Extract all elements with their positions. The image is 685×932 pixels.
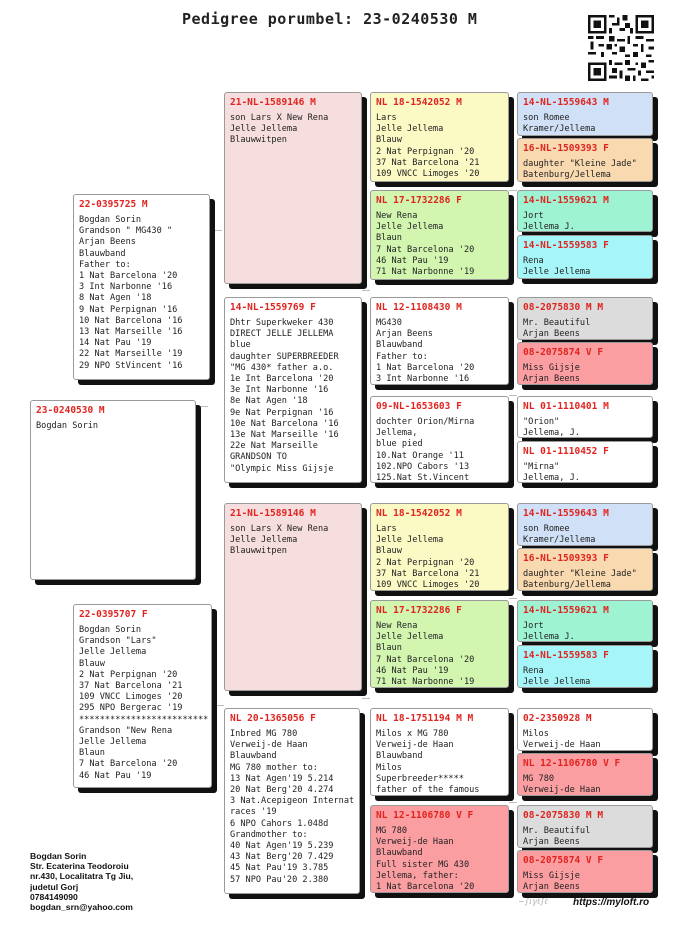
pedigree-card-gen5[interactable] bbox=[517, 753, 653, 796]
card-detail-line: races '19 bbox=[230, 807, 277, 818]
card-detail-line: 9e Nat Perpignan '16 bbox=[230, 407, 334, 418]
owner-name: Bogdan Sorin bbox=[30, 851, 87, 861]
card-detail-line: Arjan Beens bbox=[523, 374, 580, 385]
card-detail-line: Rena bbox=[523, 666, 544, 676]
card-detail-line: Kramer/Jellema bbox=[523, 124, 596, 135]
connector-line bbox=[196, 406, 208, 407]
card-detail-line: son Romee bbox=[523, 524, 570, 534]
card-detail-line: "MG 430* father a.o. bbox=[230, 362, 334, 373]
pedigree-card-gen4[interactable] bbox=[370, 190, 509, 280]
card-detail-line: 3 Int Narbonne '16 bbox=[79, 282, 173, 293]
card-detail-line: son Lars X New Rena bbox=[230, 524, 329, 534]
card-detail-line: dochter Orion/Mirna bbox=[376, 417, 475, 427]
card-detail-line: Batenburg/Jellema bbox=[523, 580, 611, 591]
card-detail-line: 109 VNCC Limoges '20 bbox=[376, 169, 480, 180]
ring-number: 22-0395707 F bbox=[79, 609, 148, 620]
card-detail-line: Full sister MG 430 bbox=[376, 859, 470, 870]
card-detail-line: Blaun bbox=[376, 643, 402, 654]
card-detail-line: Blauw bbox=[376, 546, 402, 557]
card-detail-line: MG430 bbox=[376, 318, 402, 328]
card-detail-line: 14 Nat Pau '19 bbox=[79, 338, 152, 349]
card-detail-line: Mr. Beautiful bbox=[523, 826, 591, 836]
signature-logo: ∼∫ιγℓ∫ℓ bbox=[518, 897, 548, 906]
pedigree-card-gen5[interactable] bbox=[517, 805, 653, 848]
owner-address: nr.430, Localitatra Tg Jiu, bbox=[30, 871, 134, 882]
card-detail-line: "Orion" bbox=[523, 417, 560, 427]
card-detail-line: MG 780 bbox=[523, 774, 555, 784]
ring-number: 14-NL-1559621 M bbox=[523, 195, 609, 206]
pedigree-card-gen5[interactable] bbox=[517, 850, 653, 893]
pedigree-card-gen5[interactable] bbox=[517, 396, 653, 438]
card-detail-line: Inbred MG 780 bbox=[230, 729, 298, 739]
card-detail-line: Grandson "New Rena bbox=[79, 725, 173, 736]
card-detail-line: Jellema J. bbox=[523, 632, 575, 642]
card-detail-line: Blauwband bbox=[376, 751, 423, 762]
pedigree-card-gen5[interactable] bbox=[517, 342, 653, 385]
pedigree-card-sire-dam[interactable] bbox=[224, 297, 362, 483]
card-detail-line: 43 Nat Berg'20 7.429 bbox=[230, 852, 334, 863]
card-detail-line: daughter "Kleine Jade" bbox=[523, 159, 637, 169]
pedigree-card-gen5[interactable] bbox=[517, 503, 653, 546]
pedigree-card-gen5[interactable] bbox=[517, 708, 653, 751]
card-detail-line: Jellema, father: bbox=[376, 870, 459, 881]
card-detail-line: daughter "Kleine Jade" bbox=[523, 569, 637, 579]
card-detail-line: 10e Nat Barcelona '16 bbox=[230, 418, 339, 429]
card-detail-line: 22 Nat Marseille '19 bbox=[79, 349, 183, 360]
card-detail-line: Blauwband bbox=[79, 248, 126, 259]
card-detail-line: 71 Nat Narbonne '19 bbox=[376, 267, 475, 278]
card-detail-line: Bogdan Sorin bbox=[79, 215, 142, 225]
card-detail-line: Dhtr Superkweker 430 bbox=[230, 318, 334, 328]
card-detail-line: Jelle Jellema bbox=[230, 535, 298, 546]
card-detail-line: 22e Nat Marseille bbox=[230, 441, 318, 452]
ring-number: 02-2350928 M bbox=[523, 713, 592, 724]
card-detail-line: Jelle Jellema bbox=[79, 647, 147, 658]
card-detail-line: Jelle Jellema bbox=[523, 677, 591, 688]
card-detail-line: blue pied bbox=[376, 439, 423, 450]
card-detail-line: 2 Nat Perpignan '20 bbox=[79, 669, 178, 680]
card-detail-line: "Olympic Miss Gijsje bbox=[230, 463, 334, 474]
card-detail-line: 46 Nat Pau '19 bbox=[79, 770, 152, 781]
connector-line bbox=[509, 802, 517, 803]
pedigree-card-gen4[interactable] bbox=[370, 503, 509, 591]
card-detail-line: Verweij-de Haan bbox=[376, 740, 454, 751]
card-detail-line: Jort bbox=[523, 211, 544, 221]
card-detail-line: Verweij-de Haan bbox=[230, 740, 308, 751]
card-detail-line: Miss Gijsje bbox=[523, 871, 580, 881]
ring-number: 08-2075874 V F bbox=[523, 347, 604, 358]
qr-code-icon bbox=[588, 15, 654, 81]
card-detail-line: Blauw bbox=[376, 135, 402, 146]
pedigree-card-gen5[interactable] bbox=[517, 600, 653, 642]
owner-phone: 0784149090 bbox=[30, 891, 78, 902]
ring-number: 08-2075830 M M bbox=[523, 810, 604, 821]
card-detail-line: 13e Nat Marseille '16 bbox=[230, 430, 339, 441]
ring-number: 21-NL-1589146 M bbox=[230, 97, 316, 108]
card-detail-line: 295 NPO Bergerac '19 bbox=[79, 703, 183, 714]
pedigree-card-gen4[interactable] bbox=[370, 396, 509, 483]
ring-number: 14-NL-1559769 F bbox=[230, 302, 316, 313]
card-detail-line: Father to: bbox=[79, 259, 131, 270]
ring-number: NL 18-1542052 M bbox=[376, 508, 462, 519]
card-detail-line: Jelle Jellema bbox=[79, 737, 147, 748]
card-detail-line: Arjan Beens bbox=[523, 882, 580, 893]
card-detail-line: Father to: bbox=[376, 351, 428, 362]
card-detail-line: Rena bbox=[523, 256, 544, 266]
card-detail-line: 7 Nat Barcelona '20 bbox=[376, 244, 475, 255]
card-detail-line: 37 Nat Barcelona '21 bbox=[376, 568, 480, 579]
card-detail-line: Blauw bbox=[79, 658, 105, 669]
connector-line bbox=[509, 598, 517, 599]
ring-number: 16-NL-1509393 F bbox=[523, 553, 609, 564]
card-detail-line: 45 Nat Pau'19 3.785 bbox=[230, 863, 329, 874]
card-detail-line: Batenburg/Jellema bbox=[523, 170, 611, 181]
pedigree-card-gen4[interactable] bbox=[370, 805, 509, 893]
card-detail-line: 46 Nat Pau '19 bbox=[376, 255, 449, 266]
card-detail-line: ************************* bbox=[79, 714, 209, 725]
card-detail-line: Bogdan Sorin bbox=[36, 421, 99, 431]
card-detail-line: 37 Nat Barcelona '21 bbox=[376, 157, 480, 168]
card-detail-line: 1 Nat Barcelona '20 bbox=[79, 271, 178, 282]
card-detail-line: Blauwwitpen bbox=[230, 135, 287, 146]
pedigree-card-gen5[interactable] bbox=[517, 92, 653, 136]
card-detail-line: 102.NPO Cabors '13 bbox=[376, 461, 470, 472]
pedigree-card-gen4[interactable] bbox=[370, 600, 509, 688]
ring-number: 08-2075874 V F bbox=[523, 855, 604, 866]
card-detail-line: 57 NPO Pau'20 2.380 bbox=[230, 874, 329, 885]
card-detail-line: Verweij-de Haan bbox=[523, 740, 601, 751]
card-detail-line: 7 Nat Barcelona '20 bbox=[376, 654, 475, 665]
card-detail-line: Blauwband bbox=[230, 751, 277, 762]
ring-number: 14-NL-1559643 M bbox=[523, 508, 609, 519]
card-detail-line: Mr. Beautiful bbox=[523, 318, 591, 328]
card-detail-line: Lars bbox=[376, 113, 397, 123]
ring-number: 22-0395725 M bbox=[79, 199, 148, 210]
card-detail-line: 3 Int Narbonne '16 bbox=[376, 374, 470, 385]
card-detail-line: Grandson "Lars" bbox=[79, 636, 157, 647]
card-detail-line: 2 Nat Perpignan '20 bbox=[376, 146, 475, 157]
card-detail-line: 7 Nat Barcelona '20 bbox=[79, 759, 178, 770]
card-detail-line: Grandmother to: bbox=[230, 829, 308, 840]
pedigree-card-sire-sire[interactable] bbox=[224, 92, 362, 284]
card-detail-line: Milos bbox=[376, 762, 402, 773]
card-detail-line: Grandson " MG430 " bbox=[79, 226, 173, 237]
owner-street: Str. Ecaterina Teodoroiu bbox=[30, 861, 129, 872]
card-detail-line: 6 NPO Cahors 1.048d bbox=[230, 818, 329, 829]
card-detail-line: 3 Nat.Acepigeon Internat bbox=[230, 796, 355, 807]
ring-number: 14-NL-1559621 M bbox=[523, 605, 609, 616]
pedigree-card-gen5[interactable] bbox=[517, 138, 653, 182]
card-detail-line: 13 Nat Agen'19 5.214 bbox=[230, 773, 334, 784]
card-detail-line: 9 Nat Perpignan '16 bbox=[79, 304, 178, 315]
card-detail-line: Miss Gijsje bbox=[523, 363, 580, 373]
card-detail-line: Jelle Jellema bbox=[376, 535, 444, 546]
card-detail-line: Arjan Beens bbox=[79, 237, 136, 248]
card-detail-line: 8e Nat Agen '18 bbox=[230, 396, 308, 407]
pedigree-card-gen5[interactable] bbox=[517, 645, 653, 688]
ring-number: NL 20-1365056 F bbox=[230, 713, 316, 724]
card-detail-line: Blaun bbox=[79, 748, 105, 759]
ring-number: NL 12-1106780 V F bbox=[523, 758, 621, 769]
card-detail-line: 29 NPO StVincent '16 bbox=[79, 360, 183, 371]
ring-number: 09-NL-1653603 F bbox=[376, 401, 462, 412]
card-detail-line: 2 Nat Perpignan '20 bbox=[376, 557, 475, 568]
card-detail-line: Jort bbox=[523, 621, 544, 631]
card-detail-line: Jellema J. bbox=[523, 222, 575, 232]
page-title: Pedigree porumbel: 23-0240530 M bbox=[182, 10, 478, 28]
card-detail-line: "Mirna" bbox=[523, 462, 560, 472]
pedigree-card-gen4[interactable] bbox=[370, 297, 509, 385]
ring-number: NL 01-1110452 F bbox=[523, 446, 609, 457]
ring-number: 21-NL-1589146 M bbox=[230, 508, 316, 519]
ring-number: 14-NL-1559643 M bbox=[523, 97, 609, 108]
card-detail-line: Bogdan Sorin bbox=[79, 625, 142, 635]
card-detail-line: MG 780 mother to: bbox=[230, 762, 318, 773]
card-detail-line: Jelle Jellema bbox=[230, 124, 298, 135]
ring-number: NL 01-1110401 M bbox=[523, 401, 609, 412]
card-detail-line: Milos x MG 780 bbox=[376, 729, 449, 739]
connector-line bbox=[212, 705, 224, 706]
card-detail-line: Jellema, J. bbox=[523, 473, 580, 483]
card-detail-line: 1 Nat Barcelona '20 bbox=[376, 882, 475, 893]
connector-line bbox=[362, 290, 370, 291]
card-detail-line: Arjan Beens bbox=[376, 329, 433, 340]
pedigree-card-dam[interactable] bbox=[73, 604, 212, 788]
card-detail-line: Arjan Beens bbox=[523, 837, 580, 848]
card-detail-line: Kramer/Jellema bbox=[523, 535, 596, 546]
card-detail-line: Milos bbox=[523, 729, 549, 739]
pedigree-card-sire[interactable] bbox=[73, 194, 210, 380]
ring-number: 14-NL-1559583 F bbox=[523, 240, 609, 251]
owner-email: bogdan_srn@yahoo.com bbox=[30, 902, 133, 913]
card-detail-line: Verweij-de Haan bbox=[376, 837, 454, 848]
ring-number: 14-NL-1559583 F bbox=[523, 650, 609, 661]
card-detail-line: Arjan Beens bbox=[523, 329, 580, 340]
pedigree-card-dam-dam[interactable] bbox=[224, 708, 360, 894]
ring-number: 23-0240530 M bbox=[36, 405, 105, 416]
card-detail-line: Lars bbox=[376, 524, 397, 534]
card-detail-line: 109 VNCC Limoges '20 bbox=[79, 692, 183, 703]
ring-number: NL 17-1732286 F bbox=[376, 195, 462, 206]
card-detail-line: 71 Nat Narbonne '19 bbox=[376, 677, 475, 688]
card-detail-line: 3e Int Narbonne '16 bbox=[230, 385, 329, 396]
website-link[interactable]: https://myloft.ro bbox=[573, 897, 650, 908]
connector-line bbox=[362, 698, 370, 699]
card-detail-line: New Rena bbox=[376, 621, 418, 631]
pedigree-card-gen5[interactable] bbox=[517, 190, 653, 232]
card-detail-line: 1 Nat Barcelona '20 bbox=[376, 362, 475, 373]
card-detail-line: 8 Nat Agen '18 bbox=[79, 293, 152, 304]
card-detail-line: 37 Nat Barcelona '21 bbox=[79, 681, 183, 692]
ring-number: NL 18-1542052 M bbox=[376, 97, 462, 108]
ring-number: NL 12-1106780 V F bbox=[376, 810, 474, 821]
card-detail-line: son Lars X New Rena bbox=[230, 113, 329, 123]
card-detail-line: 1e Int Barcelona '20 bbox=[230, 374, 334, 385]
card-detail-line: 10.Nat Orange '11 bbox=[376, 450, 464, 461]
card-detail-line: Verweij-de Haan bbox=[523, 785, 601, 796]
card-detail-line: 109 VNCC Limoges '20 bbox=[376, 580, 480, 591]
pedigree-card-gen5[interactable] bbox=[517, 548, 653, 591]
pedigree-card-gen5[interactable] bbox=[517, 441, 653, 483]
card-detail-line: Blauwband bbox=[376, 848, 423, 859]
card-detail-line: 13 Nat Marseille '16 bbox=[79, 327, 183, 338]
card-detail-line: Jelle Jellema bbox=[376, 124, 444, 135]
card-detail-line: Jelle Jellema bbox=[523, 267, 591, 278]
ring-number: NL 12-1108430 M bbox=[376, 302, 462, 313]
card-detail-line: Blaun bbox=[376, 233, 402, 244]
card-detail-line: Blauwband bbox=[376, 340, 423, 351]
ring-number: NL 18-1751194 M M bbox=[376, 713, 474, 724]
pedigree-card-gen5[interactable] bbox=[517, 297, 653, 340]
card-detail-line: father of the famous bbox=[376, 785, 480, 796]
card-detail-line: Jellema, bbox=[376, 428, 418, 439]
card-detail-line: 20 Nat Berg'20 4.274 bbox=[230, 785, 334, 796]
owner-contact-block bbox=[30, 851, 230, 912]
ring-number: 16-NL-1509393 F bbox=[523, 143, 609, 154]
card-detail-line: 10 Nat Barcelona '16 bbox=[79, 315, 183, 326]
card-detail-line: Superbreeder***** bbox=[376, 773, 464, 784]
ring-number: NL 17-1732286 F bbox=[376, 605, 462, 616]
pedigree-card-dam-sire[interactable] bbox=[224, 503, 362, 691]
pedigree-card-gen5[interactable] bbox=[517, 235, 653, 279]
card-detail-line: DIRECT JELLE JELLEMA bbox=[230, 329, 334, 340]
card-detail-line: 46 Nat Pau '19 bbox=[376, 665, 449, 676]
card-detail-line: Jelle Jellema bbox=[376, 222, 444, 233]
card-detail-line: daughter SUPERBREEDER bbox=[230, 351, 339, 362]
pedigree-card-gen4[interactable] bbox=[370, 92, 509, 182]
card-detail-line: Jelle Jellema bbox=[376, 632, 444, 643]
ring-number: 08-2075830 M M bbox=[523, 302, 604, 313]
card-detail-line: New Rena bbox=[376, 211, 418, 221]
card-detail-line: 125.Nat St.Vincent bbox=[376, 473, 470, 483]
card-detail-line: GRANDSON TO bbox=[230, 452, 287, 463]
pedigree-card-subject[interactable] bbox=[30, 400, 196, 580]
card-detail-line: blue bbox=[230, 340, 251, 351]
card-detail-line: 40 Nat Agen'19 5.239 bbox=[230, 841, 334, 852]
connector-line bbox=[509, 190, 517, 191]
card-detail-line: son Romee bbox=[523, 113, 570, 123]
card-detail-line: Blauwwitpen bbox=[230, 546, 287, 557]
connector-line bbox=[509, 395, 517, 396]
card-detail-line: MG 780 bbox=[376, 826, 408, 836]
card-detail-line: Jellema, J. bbox=[523, 428, 580, 438]
owner-county: judetul Gorj bbox=[30, 881, 79, 892]
pedigree-card-gen4[interactable] bbox=[370, 708, 509, 796]
connector-line bbox=[210, 230, 222, 231]
